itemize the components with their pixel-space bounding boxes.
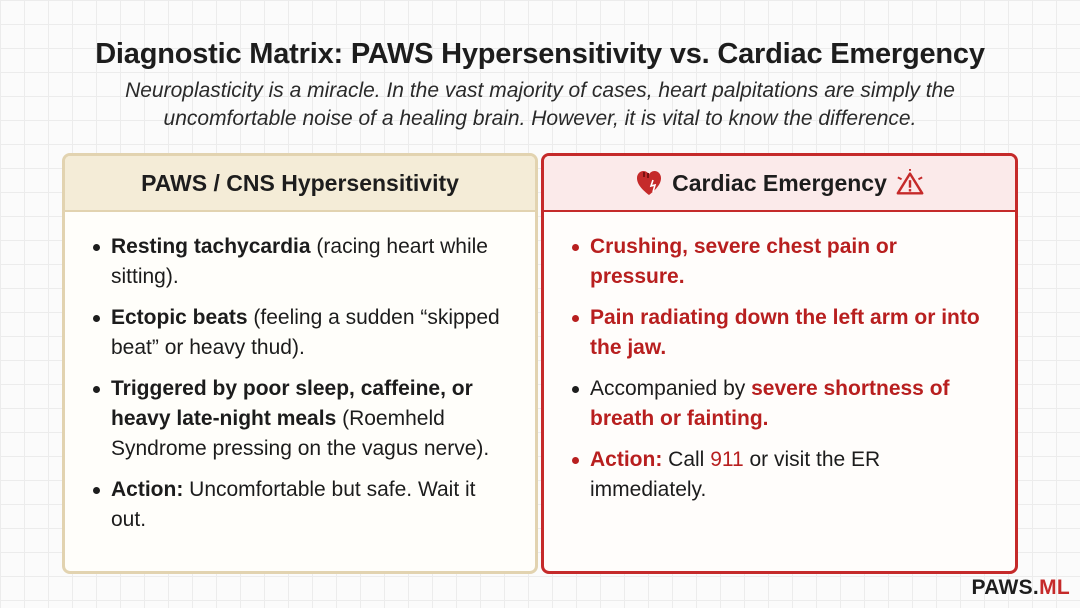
list-item	[89, 232, 515, 292]
heart-icon	[634, 168, 664, 198]
brand-accent: ML	[1039, 576, 1070, 599]
cardiac-card-title: Cardiac Emergency	[672, 169, 887, 196]
item-bold: Pain radiating down the left arm or into the jaw.	[590, 306, 980, 359]
list-item	[568, 232, 995, 292]
list-item	[568, 374, 995, 434]
item-text: (feeling a sudden “skipped beat” or heavy thud).	[111, 306, 500, 359]
item-bold: Action:	[111, 478, 184, 501]
item-bold: Triggered by poor sleep, caffeine, or heavy late-night meals	[111, 377, 473, 430]
item-text: (Roemheld Syndrome pressing on the vagus nerve).	[111, 407, 490, 460]
item-bold: Resting tachycardia	[111, 235, 311, 258]
paws-card	[62, 153, 538, 574]
paws-card-title: PAWS / CNS Hypersensitivity	[141, 169, 459, 196]
item-bold: Action:	[590, 448, 663, 471]
item-text: Call	[662, 448, 711, 471]
list-item	[89, 475, 515, 535]
paws-symptom-list	[65, 212, 535, 535]
cardiac-card-header	[544, 156, 1015, 212]
list-item	[89, 374, 515, 464]
cardiac-card	[541, 153, 1018, 574]
item-text: or visit the ER immediately.	[590, 448, 881, 501]
cardiac-symptom-list	[544, 212, 1015, 505]
list-item	[568, 445, 995, 505]
page-subtitle: Neuroplasticity is a miracle. In the vast majority of cases, heart palpitations are simply the uncomfortable noise of a healing brain. However, it is vital to know the difference.	[125, 79, 955, 130]
list-item	[89, 303, 515, 363]
warning-icon	[895, 168, 925, 198]
brand-name: PAWS.	[971, 576, 1040, 599]
item-text: Accompanied by	[590, 377, 752, 400]
item-bold: severe shortness of breath or fainting.	[590, 377, 950, 430]
page-title: Diagnostic Matrix: PAWS Hypersensitivity vs. Cardiac Emergency	[95, 38, 985, 70]
emergency-number: 911	[710, 448, 744, 471]
list-item	[568, 303, 995, 363]
item-text: (racing heart while sitting).	[111, 235, 488, 288]
item-text: Uncomfortable but safe. Wait it out.	[111, 478, 476, 531]
brand-logo	[971, 576, 1070, 600]
paws-card-header	[65, 156, 535, 212]
item-bold: Crushing, severe chest pain or pressure.	[590, 235, 897, 288]
item-bold: Ectopic beats	[111, 306, 248, 329]
